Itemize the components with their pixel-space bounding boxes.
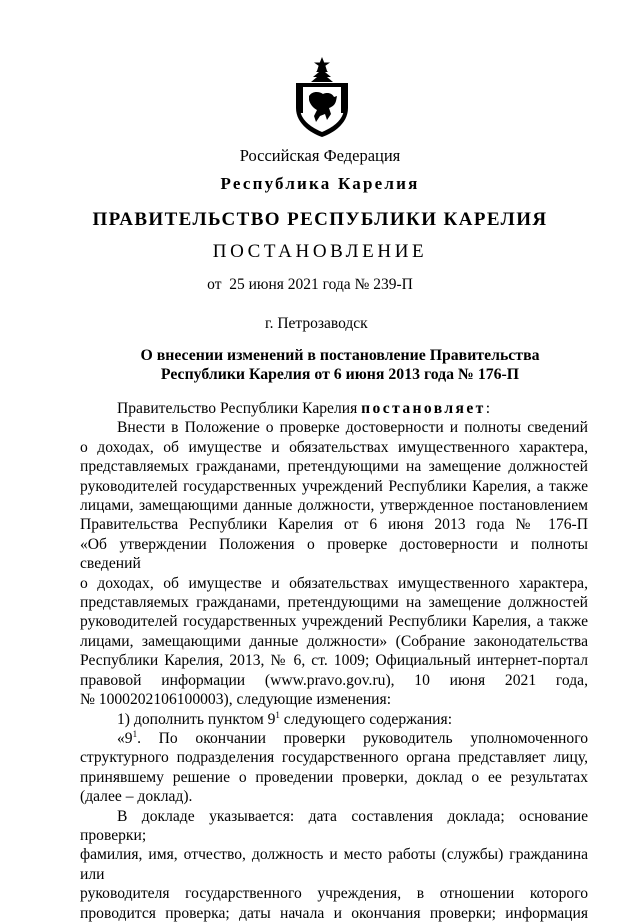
government-name: ПРАВИТЕЛЬСТВО РЕСПУБЛИКИ КАРЕЛИЯ (92, 209, 548, 230)
body-line: «Об утверждении Положения о проверке достоверности и полноты сведений (80, 535, 588, 573)
body-line: Правительства Республики Карелия от 6 июня 2013 года № 176-П (80, 516, 588, 534)
item-1-text: 1) дополнить пунктом 9 (117, 710, 276, 728)
body-line: представляемых гражданами, претендующими на замещение должностей (80, 594, 588, 612)
report-line: В докладе указывается: дата составления доклада; основание проверки; (80, 807, 588, 844)
quote-text: . По окончании проверки руководитель уполномоченного (137, 729, 588, 747)
title-line: Республики Карелия от 6 июня 2013 года № 176-П (160, 366, 520, 383)
report-line: проводится проверка; даты начала и окончания проверки; информация (80, 904, 588, 922)
body-line: лицами, замещающими данные должности, утвержденное постановлением (80, 497, 588, 515)
intro-keyword: постановляет (361, 400, 486, 417)
date-and-number: от 25 июня 2021 года № 239-П (207, 276, 413, 293)
quote-prefix: «9 (117, 729, 133, 747)
report-line: фамилия, имя, отчество, должность и место работы (службы) гражданина или (80, 846, 588, 883)
document-title (80, 346, 600, 384)
body-line: руководителей государственных учреждений Республики Карелия, а также (80, 613, 588, 631)
body-line: о доходах, об имуществе и обязательствах имущественного характера, (80, 438, 588, 456)
report-line: руководителя государственного учреждения, в отношении которого (80, 885, 588, 903)
quote-line: (далее – доклад). (80, 788, 193, 806)
body-line: о доходах, об имуществе и обязательствах имущественного характера, (80, 574, 588, 592)
body-line: правовой информации (www.pravo.gov.ru), 10 июня 2021 года, (80, 671, 588, 689)
body-line: лицами, замещающими данные должности» (Собрание законодательства (80, 632, 588, 650)
item-1-superscript: 1 (275, 709, 280, 720)
body-line: Внести в Положение о проверке достоверности и полноты сведений (117, 419, 588, 437)
body-line: Республики Карелия, 2013, № 6, ст. 1009; Официальный интернет-портал (80, 652, 588, 670)
country-name: Российская Федерация (239, 146, 401, 165)
item-1 (80, 710, 588, 729)
body-line: № 1000202106100003), следующие изменения: (80, 691, 392, 709)
intro-colon: : (485, 400, 491, 417)
quote-line: структурного подразделения государственного органа представляет лицу, (80, 749, 588, 767)
body-line: представляемых гражданами, претендующими на замещение должностей (80, 458, 588, 476)
quote-line (80, 729, 588, 748)
document-type: ПОСТАНОВЛЕНИЕ (212, 241, 428, 262)
item-1-suffix: следующего содержания: (279, 710, 453, 728)
intro-paragraph (80, 399, 588, 418)
quote-superscript: 1 (132, 728, 138, 739)
coat-of-arms-emblem (292, 56, 352, 138)
document-body (80, 399, 588, 923)
city: г. Петрозаводск (265, 315, 368, 332)
quote-line: принявшему решение о проведении проверки, доклад о ее результатах (80, 768, 588, 786)
intro-text: Правительство Республики Карелия (117, 400, 362, 417)
body-line: руководителей государственных учреждений Республики Карелия, а также (80, 477, 588, 495)
title-line: О внесении изменений в постановление Правительства (140, 347, 540, 364)
republic-name: Республика Карелия (220, 174, 420, 193)
